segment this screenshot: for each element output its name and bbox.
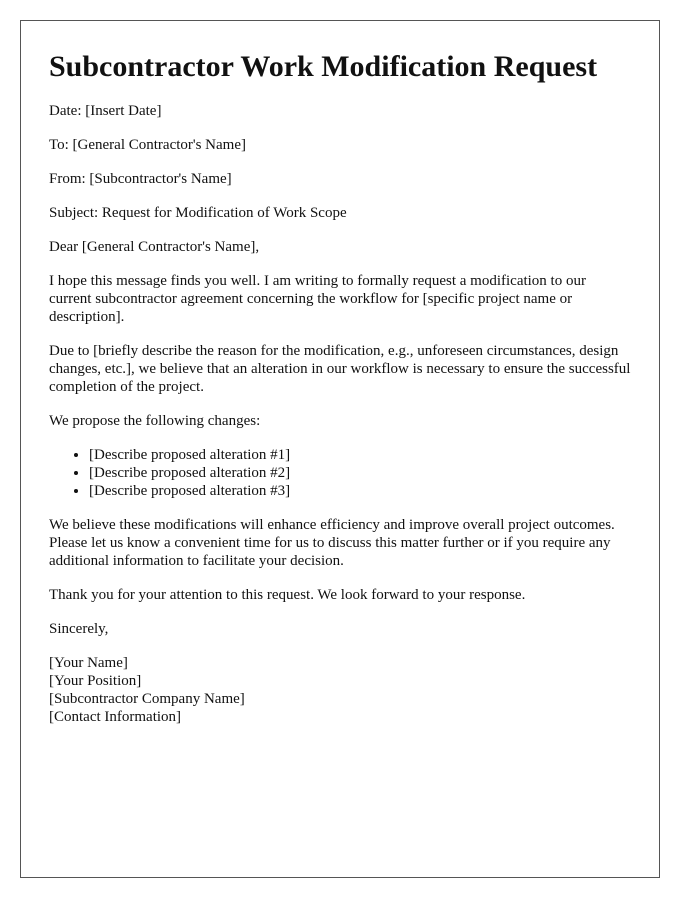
from-line: From: [Subcontractor's Name]: [49, 171, 232, 187]
intro-paragraph: I hope this message finds you well. I am writing to formally request a modification to our current subcontractor agreement concerning the workflow for [specific project name or description].: [49, 273, 586, 325]
signature-position: [Your Position]: [49, 673, 142, 689]
list-item: • [Describe proposed alteration #1]: [89, 446, 631, 464]
letter-page: [20, 20, 660, 878]
reason-paragraph: Due to [briefly describe the reason for the modification, e.g., unforeseen circumstances, design changes, etc.], we believe that an alteration in our workflow is necessary to ensure the successful completion of the project.: [49, 343, 631, 395]
document-title: Subcontractor Work Modification Request: [49, 50, 598, 83]
signature-company: [Subcontractor Company Name]: [49, 691, 245, 707]
benefits-paragraph: We believe these modifications will enhance efficiency and improve overall project outcomes. Please let us know a convenient time for us to discuss this matter further or if you require any additional information to facilitate your decision.: [49, 517, 615, 569]
sign-off: Sincerely,: [49, 621, 109, 637]
proposal-intro: We propose the following changes:: [49, 413, 261, 429]
signature-name: [Your Name]: [49, 655, 128, 671]
list-item: • [Describe proposed alteration #3]: [89, 482, 631, 500]
date-line: Date: [Insert Date]: [49, 103, 162, 119]
to-line: To: [General Contractor's Name]: [49, 137, 246, 153]
signature-block: [49, 654, 631, 726]
list-item: • [Describe proposed alteration #2]: [89, 464, 631, 482]
letter-content: [21, 21, 659, 726]
subject-line: Subject: Request for Modification of Work Scope: [49, 205, 347, 221]
proposed-changes-list: [49, 446, 631, 500]
signature-contact: [Contact Information]: [49, 709, 182, 725]
thanks-paragraph: Thank you for your attention to this request. We look forward to your response.: [49, 587, 526, 603]
salutation: Dear [General Contractor's Name],: [49, 239, 260, 255]
